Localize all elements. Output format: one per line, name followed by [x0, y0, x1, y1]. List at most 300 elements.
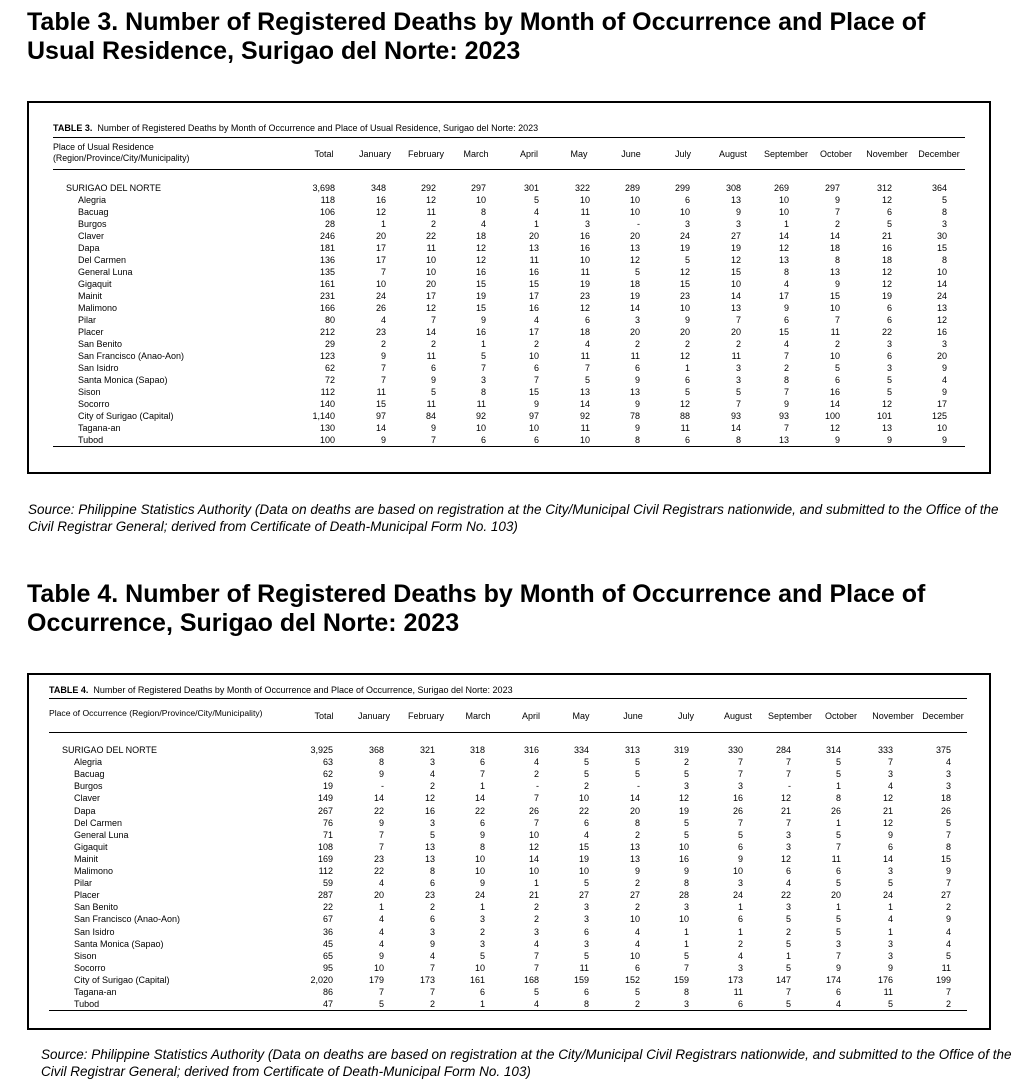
- cell-march: 15: [475, 279, 486, 289]
- row-place-name: Socorro: [78, 399, 110, 409]
- cell-april: 2: [533, 914, 539, 925]
- cell-total: 169: [317, 853, 333, 864]
- cell-september: 5: [785, 938, 791, 949]
- cell-september: 6: [785, 866, 791, 876]
- cell-total: 47: [322, 999, 333, 1010]
- cell-july: 7: [683, 962, 689, 973]
- cell-july: 12: [678, 793, 689, 804]
- cell-october: 174: [825, 974, 841, 985]
- table-row: [62, 877, 962, 889]
- cell-december: 4: [945, 757, 951, 768]
- cell-july: 2: [684, 339, 690, 349]
- cell-january: 2: [380, 339, 386, 349]
- cell-june: 313: [624, 745, 640, 755]
- cell-september: 8: [783, 375, 789, 385]
- cell-june: 3: [634, 315, 640, 325]
- cell-july: 5: [683, 817, 689, 828]
- cell-february: 6: [430, 363, 436, 373]
- cell-february: 11: [426, 399, 436, 409]
- cell-october: 10: [829, 303, 840, 313]
- cell-january: 17: [375, 243, 386, 253]
- cell-april: 2: [533, 339, 539, 349]
- table4-caption-label: TABLE 4.: [49, 685, 89, 695]
- cell-march: 15: [475, 303, 486, 313]
- table-row: [66, 434, 966, 446]
- cell-may: 334: [573, 745, 589, 755]
- cell-january: 9: [380, 351, 386, 361]
- table-row: [62, 901, 962, 913]
- row-place-name: Malimono: [78, 303, 118, 313]
- cell-january: 14: [375, 423, 386, 433]
- cell-july: 24: [679, 231, 690, 241]
- cell-february: 9: [430, 375, 436, 385]
- table3-col-header-february: February: [407, 149, 444, 159]
- cell-november: 6: [886, 207, 892, 217]
- cell-march: 3: [479, 914, 485, 925]
- cell-october: 6: [834, 375, 840, 385]
- cell-october: 14: [829, 399, 840, 409]
- table-row: [62, 962, 962, 974]
- cell-april: 9: [533, 399, 539, 409]
- cell-july: 10: [679, 303, 690, 313]
- cell-may: 14: [579, 399, 590, 409]
- cell-total: 62: [324, 363, 335, 373]
- table3-col-header-september: September: [763, 149, 809, 159]
- cell-august: 93: [730, 411, 741, 421]
- cell-september: 5: [785, 962, 791, 973]
- table-row: [66, 350, 966, 362]
- cell-december: 2: [945, 902, 951, 913]
- table4-frame: [27, 673, 991, 1030]
- cell-april: 12: [528, 841, 539, 852]
- table4-col-header-october: October: [824, 711, 857, 721]
- cell-february: 9: [429, 938, 435, 949]
- table4-col-header-march: March: [465, 711, 491, 721]
- cell-november: 3: [886, 363, 892, 373]
- cell-july: 8: [683, 987, 689, 997]
- row-place-name: San Francisco (Anao-Aon): [74, 914, 181, 925]
- cell-may: 3: [584, 219, 590, 229]
- cell-september: 10: [778, 207, 789, 217]
- cell-total: 28: [324, 219, 335, 229]
- table-row: [66, 374, 966, 386]
- cell-december: 3: [941, 339, 947, 349]
- cell-april: 7: [533, 375, 539, 385]
- cell-february: 2: [429, 902, 435, 913]
- row-place-name: Del Carmen: [78, 255, 127, 265]
- cell-july: 12: [679, 267, 690, 277]
- cell-october: 297: [824, 183, 840, 193]
- cell-may: 322: [574, 183, 590, 193]
- cell-february: 20: [425, 279, 436, 289]
- row-place-name: Bacuag: [74, 769, 105, 780]
- cell-november: 6: [886, 351, 892, 361]
- cell-total: 287: [317, 890, 333, 901]
- cell-september: 269: [773, 183, 789, 193]
- cell-september: 8: [783, 267, 789, 277]
- row-place-name: Sison: [74, 950, 97, 961]
- cell-december: 17: [936, 399, 947, 409]
- cell-february: 11: [426, 243, 436, 253]
- cell-total: 45: [322, 938, 333, 949]
- cell-total: 181: [319, 243, 335, 253]
- cell-september: 14: [778, 231, 789, 241]
- cell-january: 7: [378, 987, 384, 997]
- cell-june: 5: [634, 267, 640, 277]
- table-row: [62, 829, 962, 841]
- cell-may: 13: [579, 387, 590, 397]
- cell-march: 22: [474, 805, 485, 816]
- row-place-name: Del Carmen: [74, 817, 123, 828]
- table-row: [62, 805, 962, 817]
- cell-december: 9: [941, 363, 947, 373]
- cell-february: 10: [425, 267, 436, 277]
- row-place-name: Santa Monica (Sapao): [74, 938, 164, 949]
- cell-december: 3: [941, 219, 947, 229]
- cell-april: 4: [533, 315, 539, 325]
- cell-september: 5: [785, 999, 791, 1010]
- cell-august: 26: [732, 805, 743, 816]
- row-place-name: Bacuag: [78, 207, 109, 217]
- cell-august: 27: [730, 231, 741, 241]
- cell-june: 152: [624, 974, 640, 985]
- cell-december: 24: [936, 291, 947, 301]
- cell-february: 7: [429, 987, 435, 997]
- cell-october: 100: [824, 411, 840, 421]
- cell-october: 4: [835, 999, 841, 1010]
- cell-august: 19: [730, 243, 741, 253]
- cell-march: 92: [475, 411, 486, 421]
- cell-april: 1: [533, 219, 539, 229]
- cell-april: 7: [533, 962, 539, 973]
- cell-september: 7: [783, 351, 789, 361]
- cell-january: 4: [380, 315, 386, 325]
- row-place-name: Alegria: [74, 757, 103, 768]
- cell-june: 19: [629, 291, 640, 301]
- cell-july: 19: [678, 805, 689, 816]
- cell-november: 6: [886, 303, 892, 313]
- cell-september: 93: [778, 411, 789, 421]
- cell-november: 7: [887, 757, 893, 768]
- cell-october: 5: [835, 757, 841, 768]
- cell-march: 3: [479, 938, 485, 949]
- cell-may: 5: [583, 950, 589, 961]
- cell-august: 5: [737, 829, 743, 840]
- cell-total: 67: [322, 914, 333, 925]
- cell-march: 6: [479, 757, 485, 768]
- row-place-name: General Luna: [74, 829, 129, 840]
- cell-june: 8: [634, 435, 640, 445]
- cell-february: 23: [424, 890, 435, 901]
- cell-october: 26: [830, 805, 841, 816]
- cell-may: 11: [579, 962, 589, 973]
- cell-october: 5: [835, 769, 841, 780]
- cell-january: 14: [373, 793, 384, 804]
- cell-total: 112: [318, 866, 333, 876]
- cell-november: 3: [887, 950, 893, 961]
- cell-september: 3: [785, 841, 791, 852]
- cell-april: 3: [533, 926, 539, 937]
- cell-august: 7: [737, 769, 743, 780]
- row-place-name: San Isidro: [78, 363, 119, 373]
- cell-total: 231: [319, 291, 335, 301]
- table-row: [62, 841, 962, 853]
- table3-caption-label: TABLE 3.: [53, 123, 93, 133]
- cell-may: 159: [573, 974, 589, 985]
- cell-september: 284: [775, 745, 791, 755]
- row-place-name: Dapa: [78, 243, 100, 253]
- cell-march: 18: [475, 231, 486, 241]
- cell-total: 166: [319, 303, 335, 313]
- cell-may: 3: [583, 902, 589, 913]
- cell-january: 7: [380, 267, 386, 277]
- cell-february: 7: [430, 435, 436, 445]
- table-row: [66, 230, 966, 242]
- table4-heading: Table 4. Number of Registered Deaths by Month of Occurrence and Place of Occurrence, Surigao del Norte: 2023: [27, 580, 926, 637]
- cell-february: 2: [429, 781, 435, 792]
- cell-total: 140: [319, 399, 335, 409]
- cell-october: 11: [830, 327, 840, 337]
- cell-february: 22: [425, 231, 436, 241]
- cell-march: 10: [474, 962, 485, 973]
- cell-march: 4: [480, 219, 486, 229]
- table-row: [66, 194, 966, 206]
- cell-august: 11: [733, 987, 743, 997]
- cell-november: 5: [887, 878, 893, 889]
- cell-december: 11: [941, 962, 951, 973]
- cell-april: 4: [533, 999, 539, 1010]
- table-row: [66, 182, 966, 194]
- cell-december: 7: [945, 878, 951, 889]
- cell-november: 12: [881, 195, 892, 205]
- cell-october: 2: [834, 339, 840, 349]
- cell-october: 16: [829, 387, 840, 397]
- cell-february: 12: [425, 195, 436, 205]
- cell-june: 18: [629, 279, 640, 289]
- cell-january: 1: [378, 902, 384, 913]
- cell-september: 13: [778, 435, 789, 445]
- row-place-name: Placer: [78, 327, 104, 337]
- cell-march: 9: [480, 315, 486, 325]
- cell-october: 9: [834, 435, 840, 445]
- cell-may: 11: [580, 267, 590, 277]
- cell-march: 14: [474, 793, 485, 804]
- cell-november: 3: [887, 866, 893, 876]
- cell-december: 15: [936, 243, 947, 253]
- cell-april: 4: [533, 757, 539, 768]
- cell-may: 92: [579, 411, 590, 421]
- cell-december: 30: [936, 231, 947, 241]
- row-place-name: Mainit: [78, 291, 103, 301]
- cell-june: 5: [634, 769, 640, 780]
- cell-may: 5: [583, 878, 589, 889]
- cell-december: 5: [945, 950, 951, 961]
- cell-april: 4: [533, 207, 539, 217]
- table4-bottom-rule: [49, 1010, 967, 1011]
- table-row: [62, 913, 962, 925]
- cell-total: 112: [320, 387, 335, 397]
- cell-december: 16: [936, 327, 947, 337]
- cell-april: 6: [533, 363, 539, 373]
- table3-frame: [27, 101, 991, 474]
- table-row: [62, 938, 962, 950]
- table-row: [62, 998, 962, 1010]
- cell-december: 8: [945, 841, 951, 852]
- cell-february: 4: [429, 950, 435, 961]
- cell-august: 3: [735, 219, 741, 229]
- cell-february: 4: [429, 769, 435, 780]
- cell-april: 15: [528, 387, 539, 397]
- cell-february: 3: [429, 757, 435, 768]
- cell-may: 22: [578, 805, 589, 816]
- cell-october: 7: [835, 841, 841, 852]
- cell-november: 22: [881, 327, 892, 337]
- cell-january: 368: [368, 745, 384, 755]
- cell-january: 9: [378, 769, 384, 780]
- cell-total: 3,925: [310, 745, 333, 755]
- table3-col-header-march: March: [463, 149, 489, 159]
- cell-november: 5: [886, 375, 892, 385]
- cell-february: 2: [430, 339, 436, 349]
- cell-august: 11: [731, 351, 741, 361]
- table-row: [66, 422, 966, 434]
- table4-place-header: Place of Occurrence (Region/Province/City/Municipality): [49, 708, 263, 718]
- table-row: [66, 242, 966, 254]
- table3-bottom-rule: [53, 446, 965, 447]
- cell-january: 10: [373, 962, 384, 973]
- cell-april: 17: [528, 291, 539, 301]
- cell-august: 6: [737, 999, 743, 1010]
- cell-total: 65: [322, 950, 333, 961]
- cell-may: 19: [578, 853, 589, 864]
- cell-october: 14: [829, 231, 840, 241]
- cell-january: 7: [380, 375, 386, 385]
- cell-july: 319: [673, 745, 689, 755]
- cell-june: 14: [629, 303, 640, 313]
- cell-september: 3: [785, 829, 791, 840]
- cell-march: 318: [469, 745, 485, 755]
- cell-february: 321: [419, 745, 435, 755]
- cell-november: 13: [881, 423, 892, 433]
- cell-total: 59: [322, 878, 333, 889]
- cell-january: 22: [373, 805, 384, 816]
- cell-november: 312: [876, 183, 892, 193]
- cell-june: 27: [629, 890, 640, 901]
- cell-may: 4: [583, 829, 589, 840]
- table3-place-header-line1: Place of Usual Residence: [53, 142, 154, 152]
- cell-february: 173: [419, 974, 435, 985]
- cell-may: 5: [583, 769, 589, 780]
- cell-august: 20: [730, 327, 741, 337]
- cell-may: 11: [580, 351, 590, 361]
- cell-march: 5: [480, 351, 486, 361]
- cell-september: 5: [785, 914, 791, 925]
- cell-july: 20: [679, 327, 690, 337]
- cell-august: 9: [737, 853, 743, 864]
- cell-february: 7: [429, 962, 435, 973]
- cell-total: 246: [319, 231, 335, 241]
- cell-july: 15: [679, 279, 690, 289]
- cell-july: 5: [684, 255, 690, 265]
- cell-march: 5: [479, 950, 485, 961]
- cell-november: 333: [877, 745, 893, 755]
- cell-march: 10: [475, 423, 486, 433]
- cell-january: 4: [378, 938, 384, 949]
- cell-january: 23: [373, 853, 384, 864]
- cell-november: 5: [887, 999, 893, 1010]
- cell-july: 12: [679, 399, 690, 409]
- cell-total: 76: [322, 817, 333, 828]
- cell-june: 10: [629, 914, 640, 925]
- cell-total: 123: [319, 351, 335, 361]
- table-row: [66, 386, 966, 398]
- cell-may: 11: [580, 423, 590, 433]
- cell-march: 6: [479, 987, 485, 997]
- cell-september: 3: [785, 902, 791, 913]
- cell-november: 19: [881, 291, 892, 301]
- cell-total: 86: [322, 987, 333, 997]
- cell-september: 13: [778, 255, 789, 265]
- row-place-name: Socorro: [74, 962, 106, 973]
- cell-june: 9: [634, 399, 640, 409]
- cell-december: 5: [941, 195, 947, 205]
- cell-november: 5: [886, 219, 892, 229]
- cell-january: 9: [378, 950, 384, 961]
- cell-july: 6: [684, 375, 690, 385]
- cell-october: 5: [835, 829, 841, 840]
- cell-march: 12: [475, 243, 486, 253]
- cell-february: 14: [425, 327, 436, 337]
- cell-september: 7: [785, 817, 791, 828]
- cell-july: 10: [678, 841, 689, 852]
- cell-july: 5: [684, 387, 690, 397]
- cell-may: 10: [579, 255, 590, 265]
- cell-april: 17: [528, 327, 539, 337]
- row-place-name: Malimono: [74, 866, 114, 876]
- cell-total: 29: [324, 339, 335, 349]
- cell-august: 3: [737, 962, 743, 973]
- table-row: [66, 266, 966, 278]
- cell-july: 12: [679, 351, 690, 361]
- cell-february: 3: [429, 817, 435, 828]
- cell-total: 62: [322, 769, 333, 780]
- cell-january: 97: [375, 411, 386, 421]
- cell-may: 16: [579, 231, 590, 241]
- cell-may: 6: [583, 926, 589, 937]
- cell-january: 26: [375, 303, 386, 313]
- cell-october: 2: [834, 219, 840, 229]
- cell-april: 301: [523, 183, 539, 193]
- cell-june: 9: [634, 866, 640, 876]
- cell-june: 5: [634, 757, 640, 768]
- cell-july: 9: [683, 866, 689, 876]
- row-place-name: San Benito: [74, 902, 119, 913]
- cell-september: 9: [783, 399, 789, 409]
- cell-december: 4: [945, 926, 951, 937]
- cell-october: 9: [834, 195, 840, 205]
- cell-october: 5: [835, 914, 841, 925]
- cell-june: 13: [629, 243, 640, 253]
- cell-january: 11: [376, 387, 386, 397]
- cell-february: 7: [430, 315, 436, 325]
- table3-caption-text: Number of Registered Deaths by Month of Occurrence and Place of Usual Residence, Surigao del Norte: 2023: [97, 123, 539, 133]
- cell-october: 13: [829, 267, 840, 277]
- cell-may: 16: [579, 243, 590, 253]
- table-row: [66, 206, 966, 218]
- cell-november: 18: [881, 255, 892, 265]
- row-place-name: Pilar: [78, 315, 97, 325]
- cell-may: 5: [583, 757, 589, 768]
